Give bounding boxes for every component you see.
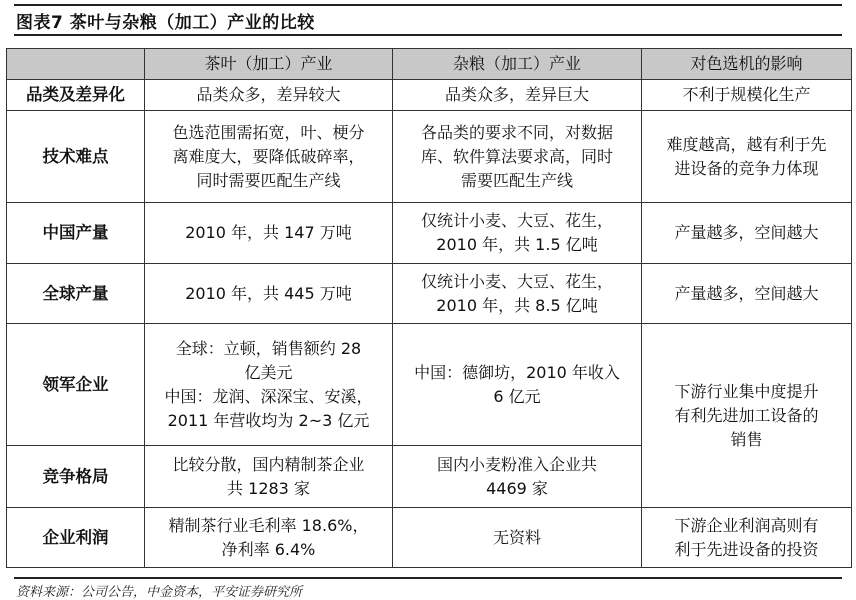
tea-cell (145, 264, 393, 324)
table-row (7, 508, 852, 568)
row-label: 中国产量 (7, 203, 145, 264)
impact-cell (642, 203, 852, 264)
tea-cell (145, 446, 393, 508)
cell-text: 2010 年，共 8.5 亿吨 (436, 295, 598, 315)
cell-text: 品类众多，差异巨大 (444, 85, 589, 104)
row-label: 技术难点 (7, 111, 145, 203)
grain-cell (393, 446, 642, 508)
cell-text: 比较分散，国内精制茶企业 (172, 454, 365, 474)
grain-cell (393, 324, 642, 446)
impact-cell (642, 80, 852, 111)
tea-cell (145, 324, 393, 446)
cell-text: 难度越高，越有利于先 (666, 134, 827, 154)
cell-text: 2011 年营收均为 2~3 亿元 (167, 410, 370, 430)
header-blank (7, 49, 145, 80)
cell-text: 销售 (730, 429, 763, 449)
comparison-table (6, 48, 852, 568)
cell-text: 需要匹配生产线 (460, 170, 573, 190)
cell-text: 无资料 (492, 527, 541, 547)
cell-text: 仅统计小麦、大豆、花生， (420, 211, 613, 230)
cell-text: 国内小麦粉准入企业共 (436, 454, 597, 474)
table-row (7, 324, 852, 446)
row-label: 竞争格局 (7, 446, 145, 508)
cell-text: 进设备的竞争力体现 (674, 158, 819, 178)
grain-cell (393, 111, 642, 203)
cell-text: 同时需要匹配生产线 (196, 170, 341, 190)
cell-text: 亿美元 (244, 362, 293, 382)
cell-text: 下游企业利润高则有 (674, 515, 819, 535)
header-tea: 茶叶（加工）产业 (145, 49, 393, 80)
title-top-rule (14, 4, 842, 6)
cell-text: 产量越多，空间越大 (674, 283, 819, 303)
cell-text: 净利率 6.4% (221, 539, 316, 559)
impact-cell (642, 264, 852, 324)
cell-text: 6 亿元 (493, 386, 541, 406)
row-label: 全球产量 (7, 264, 145, 324)
cell-text: 2010 年，共 1.5 亿吨 (436, 235, 598, 254)
source-note: 资料来源：公司公告，中金资本，平安证券研究所 (16, 585, 303, 600)
table-row (7, 203, 852, 264)
cell-text: 仅统计小麦、大豆、花生， (420, 271, 613, 291)
row-label: 企业利润 (7, 508, 145, 568)
cell-text: 品类众多，差异较大 (196, 85, 341, 104)
footer-rule (14, 577, 842, 579)
cell-text: 不利于规模化生产 (682, 85, 811, 104)
cell-text: 中国：德御坊，2010 年收入 (414, 362, 620, 382)
cell-text: 各品类的要求不同，对数据 (420, 122, 613, 142)
tea-cell (145, 203, 393, 264)
tea-cell (145, 80, 393, 111)
row-label: 品类及差异化 (7, 80, 145, 111)
tea-cell (145, 111, 393, 203)
grain-cell (393, 508, 642, 568)
impact-cell (642, 111, 852, 203)
cell-text: 离难度大，要降低破碎率， (172, 146, 365, 166)
impact-cell-merged (642, 324, 852, 508)
cell-text: 下游行业集中度提升 (674, 381, 819, 401)
table-row (7, 111, 852, 203)
header-impact: 对色选机的影响 (642, 49, 852, 80)
cell-text: 2010 年，共 445 万吨 (185, 283, 352, 303)
table-row (7, 80, 852, 111)
cell-text: 中国：龙润、深深宝、安溪， (164, 386, 373, 406)
cell-text: 库、软件算法要求高，同时 (420, 146, 613, 166)
cell-text: 全球：立顿，销售额约 28 (175, 338, 362, 358)
table-header-row (7, 49, 852, 80)
cell-text: 利于先进设备的投资 (674, 539, 819, 559)
header-grain: 杂粮（加工）产业 (393, 49, 642, 80)
title-bottom-rule (14, 34, 842, 36)
grain-cell (393, 264, 642, 324)
cell-text: 2010 年，共 147 万吨 (185, 223, 352, 242)
cell-text: 色选范围需拓宽，叶、梗分 (172, 122, 365, 142)
cell-text: 4469 家 (486, 478, 548, 498)
cell-text: 共 1283 家 (227, 478, 310, 498)
cell-text: 精制茶行业毛利率 18.6%， (168, 515, 369, 535)
grain-cell (393, 80, 642, 111)
tea-cell (145, 508, 393, 568)
row-label: 领军企业 (7, 324, 145, 446)
cell-text: 产量越多，空间越大 (674, 223, 819, 242)
table-row (7, 264, 852, 324)
impact-cell (642, 508, 852, 568)
grain-cell (393, 203, 642, 264)
figure-title: 图表7 茶叶与杂粮（加工）产业的比较 (16, 13, 315, 33)
cell-text: 有利先进加工设备的 (674, 405, 819, 425)
